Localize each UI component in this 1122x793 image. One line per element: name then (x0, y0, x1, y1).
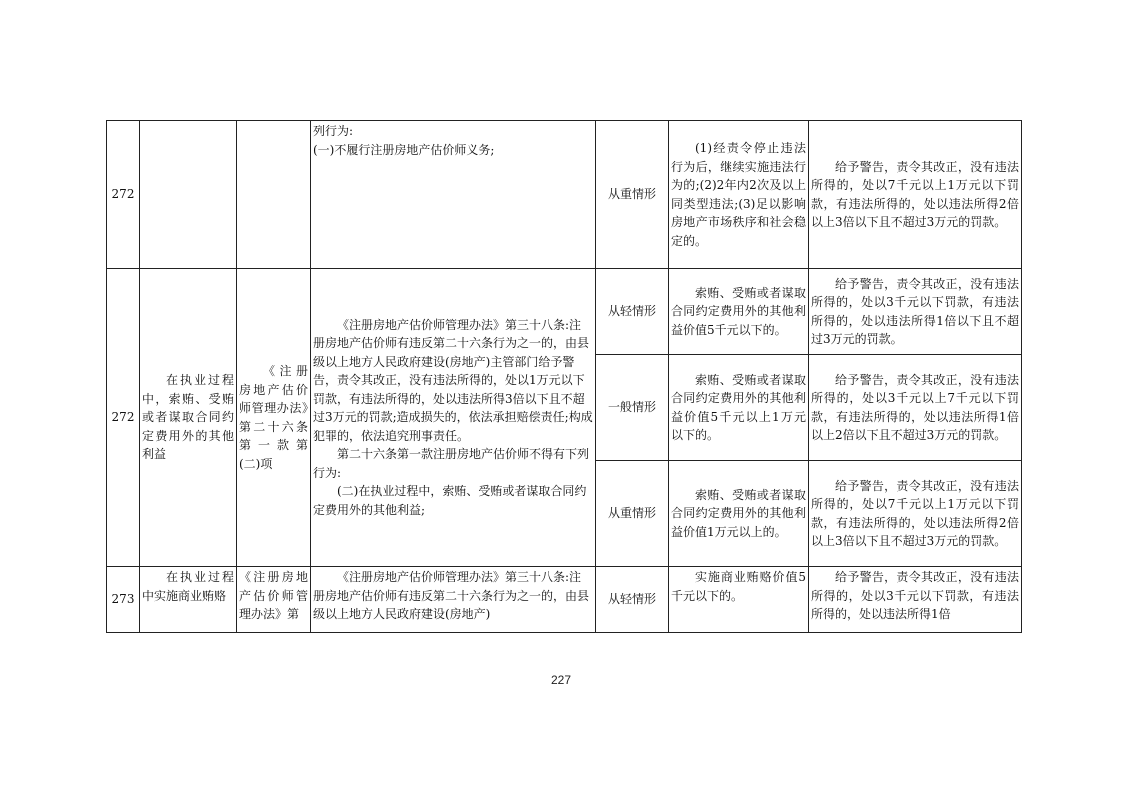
circumstance-cell: 一般情形 (596, 355, 669, 461)
item-number-cell: 272 (107, 269, 140, 567)
circumstance-cell: 从轻情形 (596, 269, 669, 355)
table-row (107, 121, 1022, 269)
table-row (107, 567, 1022, 633)
standard-cell: 索贿、受贿或者谋取合同约定费用外的其他利益价值5千元以下的。 (669, 269, 809, 355)
standard-cell: 索贿、受贿或者谋取合同约定费用外的其他利益价值1万元以上的。 (669, 461, 809, 567)
circumstance-cell: 从轻情形 (596, 567, 669, 633)
standard-cell: 索贿、受贿或者谋取合同约定费用外的其他利益价值5千元以上1万元以下的。 (669, 355, 809, 461)
item-name-cell: 在执业过程中，索贿、受贿或者谋取合同约定费用外的其他利益 (140, 269, 237, 567)
legal-clause-cell (311, 121, 596, 269)
penalty-cell: 给予警告，责令其改正，没有违法所得的，处以3千元以下罚款，有违法所得的，处以违法所得1倍 (809, 567, 1022, 633)
clause-line: 列行为: (313, 124, 354, 138)
circumstance-cell: 从重情形 (596, 121, 669, 269)
clause-paragraph: 《注册房地产估价师管理办法》第三十八条:注册房地产估价师有违反第二十六条行为之一的，由县级以上地方人民政府建设(房地产)主管部门给予警告，责令其改正，没有违法所得的，处以1万元以下罚款，有违法所得的，处以违法所得3倍以下且不超过3万元的罚款;造成损失的，依法承担赔偿责任;构成犯罪的，依法追究刑事责任。 (313, 317, 593, 443)
item-name-cell: 在执业过程中实施商业贿赂 (140, 567, 237, 633)
penalty-cell: 给予警告，责令其改正，没有违法所得的，处以3千元以下罚款，有违法所得的，处以违法所得1倍以下且不超过3万元的罚款。 (809, 269, 1022, 355)
legal-basis-cell: 《注册房地产估价师管理办法》第二十六条第一款第(二)项 (237, 269, 311, 567)
item-number-cell: 273 (107, 567, 140, 633)
penalty-cell: 给予警告，责令其改正，没有违法所得的，处以3千元以上7千元以下罚款，有违法所得的，处以违法所得1倍以上2倍以下且不超过3万元的罚款。 (809, 355, 1022, 461)
clause-paragraph: 第二十六条第一款注册房地产估价师不得有下列行为: (313, 447, 590, 480)
legal-clause-cell (311, 269, 596, 567)
legal-clause-cell: 《注册房地产估价师管理办法》第三十八条:注册房地产估价师有违反第二十六条行为之一的，由县级以上地方人民政府建设(房地产) (311, 567, 596, 633)
penalty-standards-table (106, 120, 1022, 633)
penalty-cell: 给予警告，责令其改正，没有违法所得的，处以7千元以上1万元以下罚款，有违法所得的，处以违法所得2倍以上3倍以下且不超过3万元的罚款。 (809, 461, 1022, 567)
legal-basis-cell: 《注册房地产估价师管理办法》第 (237, 567, 311, 633)
item-name-cell (140, 121, 237, 269)
page-number: 227 (550, 673, 572, 687)
legal-basis-cell (237, 121, 311, 269)
standard-cell: (1)经责令停止违法行为后，继续实施违法行为的;(2)2年内2次及以上同类型违法;(3)足以影响房地产市场秩序和社会稳定的。 (669, 121, 809, 269)
circumstance-cell: 从重情形 (596, 461, 669, 567)
penalty-cell: 给予警告，责令其改正，没有违法所得的，处以7千元以上1万元以下罚款，有违法所得的，处以违法所得2倍以上3倍以下且不超过3万元的罚款。 (809, 121, 1022, 269)
table-row (107, 269, 1022, 355)
item-number-cell: 272 (107, 121, 140, 269)
standard-cell: 实施商业贿赂价值5千元以下的。 (669, 567, 809, 633)
clause-paragraph: (二)在执业过程中，索贿、受贿或者谋取合同约定费用外的其他利益; (313, 484, 587, 517)
clause-line: (一)不履行注册房地产估价师义务; (313, 142, 495, 157)
